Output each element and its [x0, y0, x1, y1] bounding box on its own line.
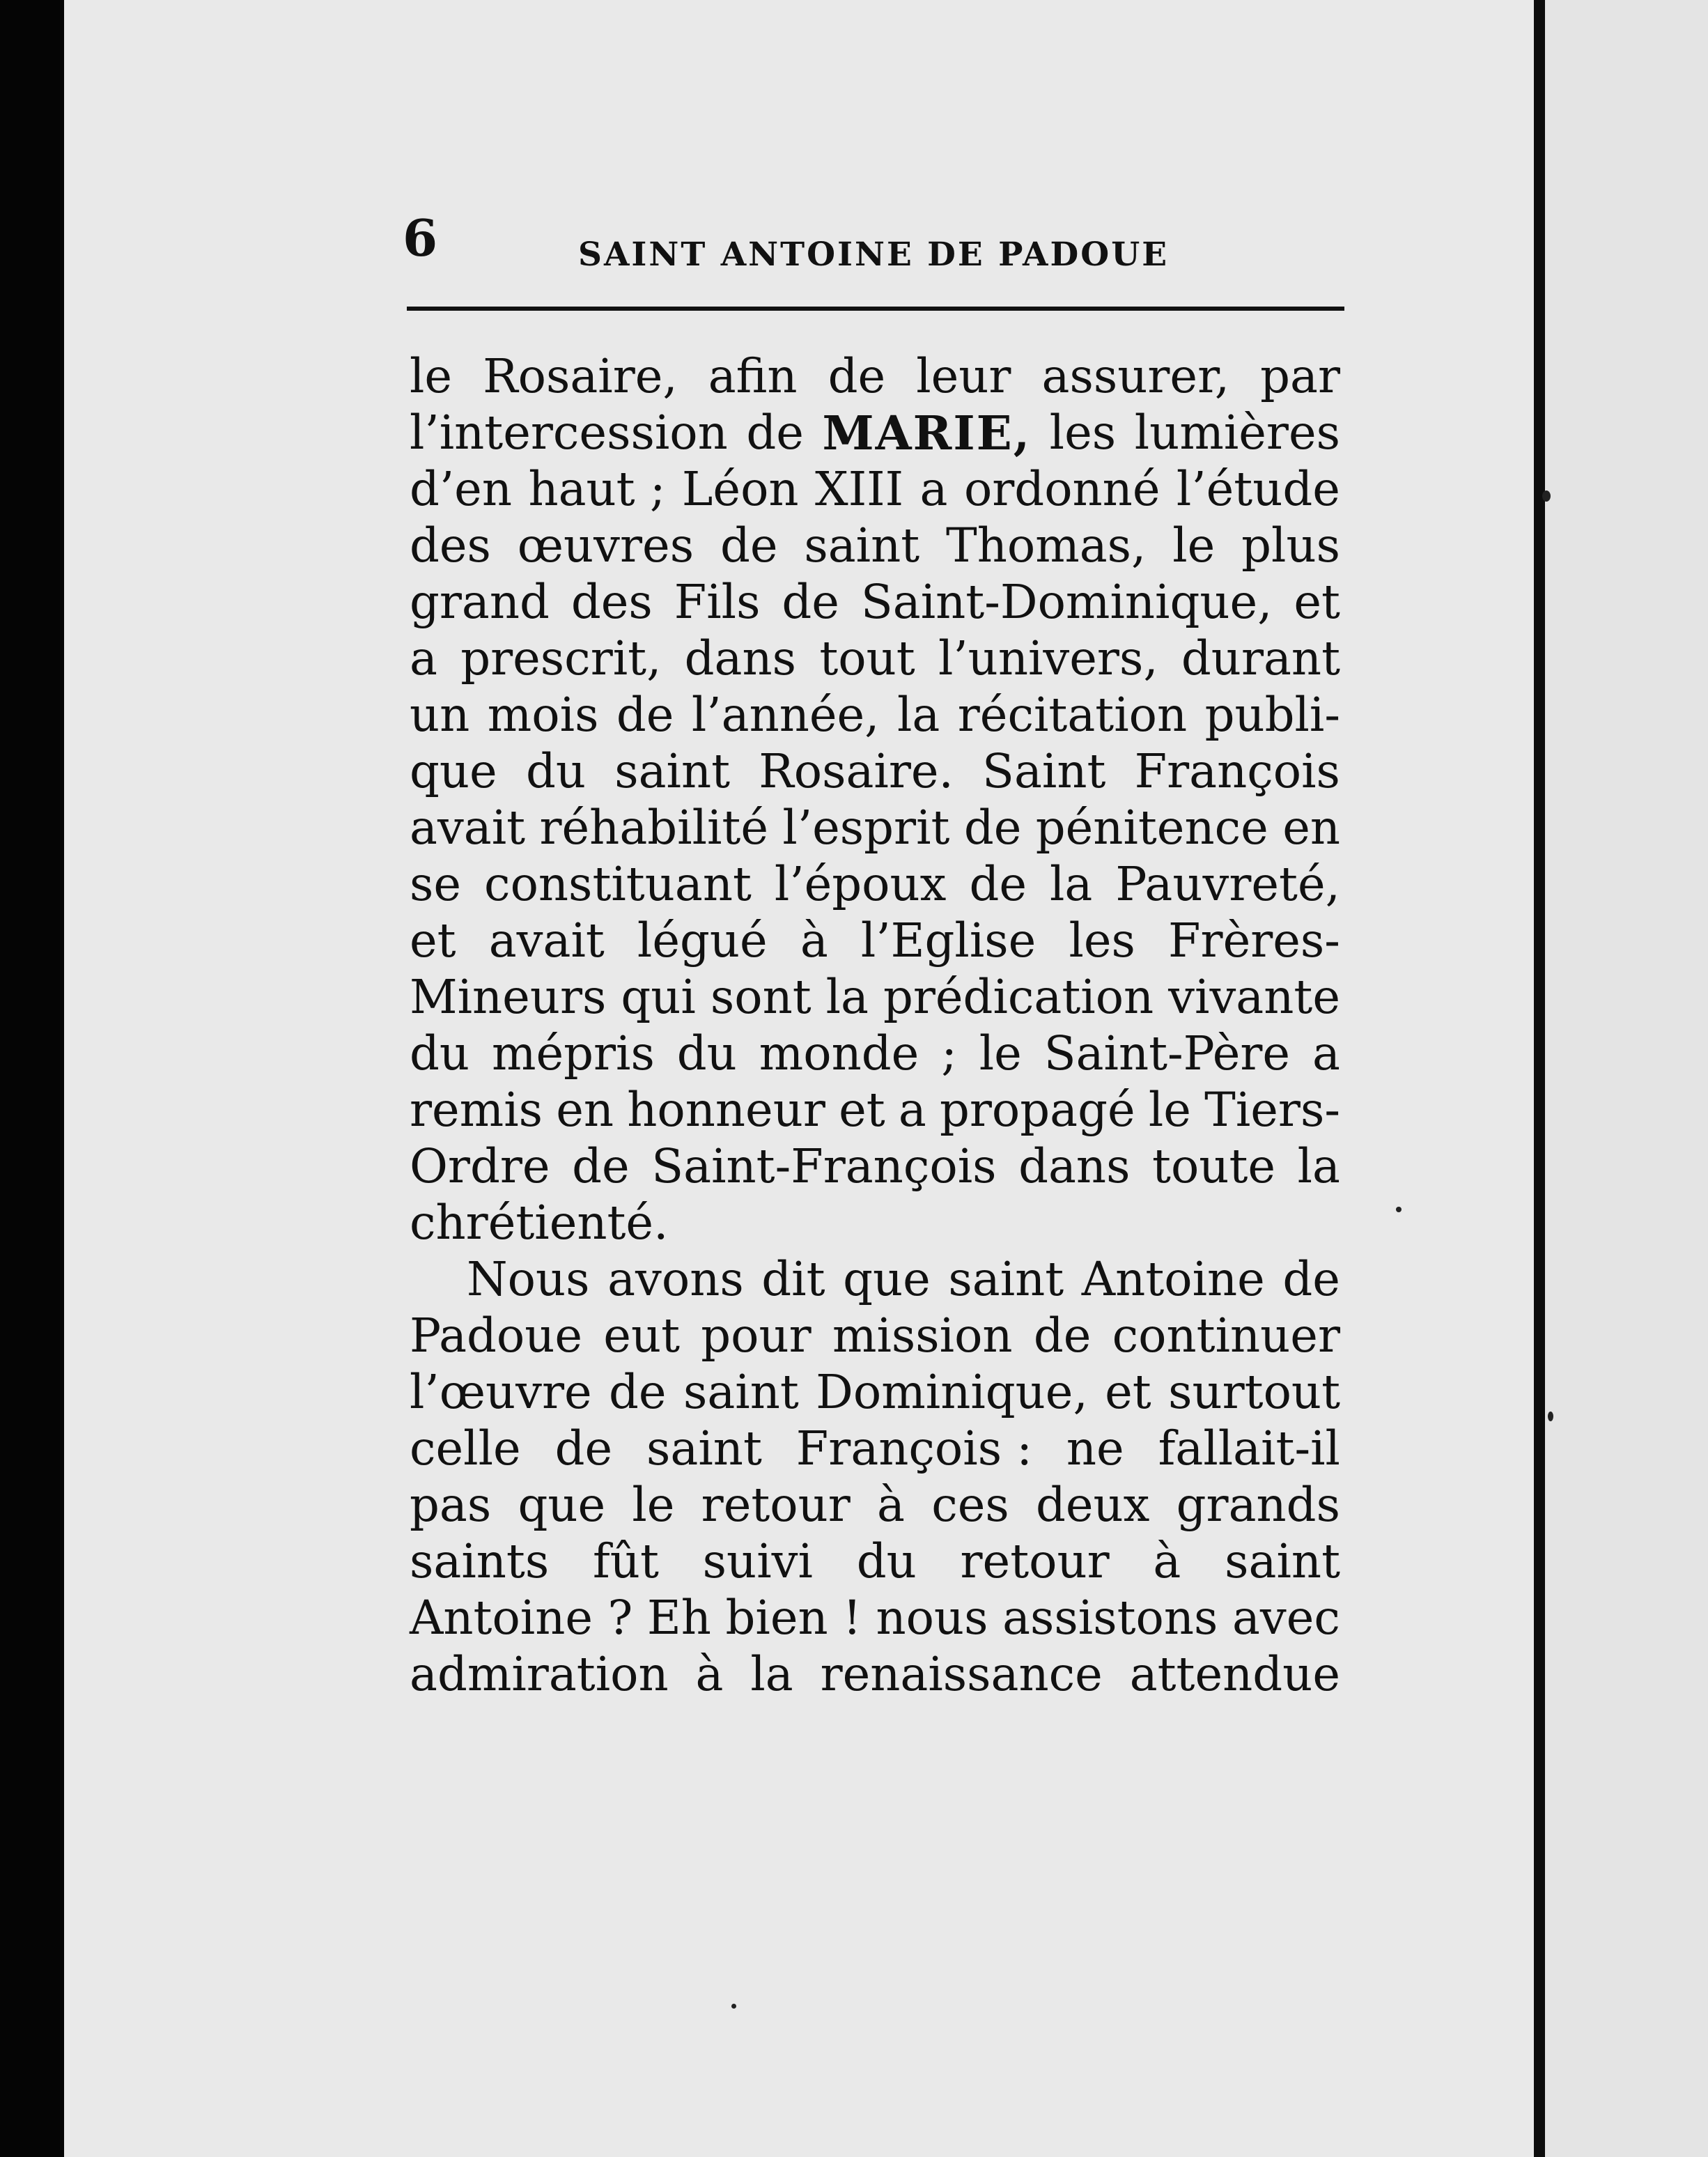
word: MARIE, [822, 405, 1032, 461]
word: la [1297, 1139, 1340, 1193]
word: ne [1066, 1421, 1124, 1476]
word: celle [410, 1421, 521, 1476]
word: Saint [982, 744, 1106, 798]
word: retour [960, 1534, 1110, 1588]
word: vivante [1168, 970, 1340, 1024]
word: de [963, 801, 1022, 855]
word: le [410, 349, 453, 403]
word: la [896, 688, 940, 742]
word: eut [603, 1308, 681, 1363]
text-line [410, 574, 1340, 631]
word: Dominique, [816, 1365, 1088, 1419]
word: œuvres [517, 518, 694, 573]
text-line [410, 1533, 1340, 1590]
word: Nous [467, 1252, 590, 1306]
word: assurer, [1041, 349, 1230, 403]
text-line [410, 631, 1340, 687]
word: à [800, 913, 828, 968]
word: surtout [1168, 1365, 1340, 1419]
page-number: 6 [403, 208, 438, 268]
word: et [839, 1083, 885, 1137]
body-text [410, 348, 1340, 1703]
word: pénitence [1035, 801, 1268, 855]
word: de [746, 405, 804, 460]
word: en [556, 1083, 614, 1137]
word: Ordre [410, 1139, 550, 1193]
word: à [1153, 1534, 1181, 1588]
word: de [572, 1139, 630, 1193]
word: ordonné [963, 462, 1160, 516]
word: de [616, 688, 674, 742]
word: l’étude [1176, 462, 1340, 516]
word: la [750, 1647, 793, 1701]
word: en [1282, 801, 1340, 855]
word: qui [621, 970, 696, 1024]
word: suivi [702, 1534, 813, 1588]
word: les [1049, 405, 1117, 460]
word: le [1172, 518, 1216, 573]
scan-speck [731, 2004, 736, 2009]
word: mépris [491, 1026, 655, 1081]
text-line [410, 405, 1340, 461]
word: durant [1181, 631, 1340, 686]
word: l’univers, [938, 631, 1158, 686]
word: dit [761, 1252, 825, 1306]
word: deux [1035, 1478, 1150, 1532]
word: d’en [410, 462, 512, 516]
word: un [410, 688, 470, 742]
text-line [410, 913, 1340, 969]
word: prescrit, [460, 631, 662, 686]
word: ces [931, 1478, 1009, 1532]
word: de [1033, 1308, 1092, 1363]
word: de [782, 575, 839, 629]
word: l’esprit [782, 801, 950, 855]
word: saints [410, 1534, 550, 1588]
word: du [525, 744, 586, 798]
word: et [1105, 1365, 1151, 1419]
word: pour [701, 1308, 812, 1363]
text-line [410, 1646, 1340, 1703]
word: et [410, 913, 456, 968]
header-rule [407, 307, 1344, 311]
running-title: SAINT ANTOINE DE PADOUE [578, 235, 1170, 274]
text-line [410, 1026, 1340, 1082]
word: l’intercession [410, 405, 728, 460]
word: saint [804, 518, 920, 573]
word: a [898, 1083, 926, 1137]
word: a [919, 462, 948, 516]
word: grands [1176, 1478, 1340, 1532]
word: François [1134, 744, 1340, 798]
scan-speck [1548, 1412, 1553, 1421]
scan-left-border [0, 0, 64, 2157]
scan-speck [1542, 490, 1551, 502]
word: saint [1225, 1534, 1340, 1588]
word: Antoine ? [410, 1591, 633, 1645]
text-line [410, 1082, 1340, 1138]
word: dans [1018, 1139, 1131, 1193]
scan-speck [1396, 1207, 1402, 1212]
word: avec [1232, 1591, 1340, 1645]
word: plus [1241, 518, 1340, 573]
word: saint [614, 744, 731, 798]
text-line [410, 518, 1340, 574]
word: François : [795, 1421, 1032, 1476]
word: que [843, 1252, 931, 1306]
word: pas [410, 1478, 492, 1532]
word: monde [759, 1026, 919, 1081]
word: par [1260, 349, 1340, 403]
word: mission [832, 1308, 1013, 1363]
text-line [410, 1421, 1340, 1477]
word: assistons [1002, 1591, 1218, 1645]
word: l’année, [691, 688, 880, 742]
word: bien ! [725, 1591, 862, 1645]
text-line [410, 687, 1340, 743]
word: avait [488, 913, 605, 968]
text-line [410, 969, 1340, 1026]
word: de [828, 349, 886, 403]
word: la [825, 970, 869, 1024]
word: de [609, 1365, 667, 1419]
word: du [410, 1026, 470, 1081]
text-line [410, 1251, 1340, 1308]
word: sont [710, 970, 812, 1024]
word: les [1069, 913, 1135, 968]
word: l’époux [774, 857, 947, 911]
word: Thomas, [946, 518, 1147, 573]
word: des [570, 575, 653, 629]
text-line [410, 800, 1340, 856]
word: propagé [940, 1083, 1135, 1137]
word: constituant [484, 857, 752, 911]
word: de [554, 1421, 613, 1476]
word: tout [819, 631, 915, 686]
text-line [410, 461, 1340, 518]
word: Eh [646, 1591, 711, 1645]
word: lumières [1134, 405, 1340, 460]
word: se [410, 857, 462, 911]
word: grand [410, 575, 550, 629]
word: admiration [410, 1647, 669, 1701]
text-line [410, 1364, 1340, 1421]
word: réhabilité [539, 801, 769, 855]
word: à [877, 1478, 905, 1532]
page-spine-edge [1534, 0, 1545, 2157]
text-line [410, 348, 1340, 405]
facing-page-edge [1545, 0, 1708, 2157]
text-line [410, 1195, 1340, 1251]
word: Léon [681, 462, 799, 516]
word: nous [876, 1591, 988, 1645]
word: de [969, 857, 1027, 911]
word: avait [410, 801, 526, 855]
word: à [695, 1647, 724, 1701]
word: saint [948, 1252, 1064, 1306]
word: fût [593, 1534, 659, 1588]
word: saint [683, 1365, 799, 1419]
word: Mineurs [410, 970, 607, 1024]
word: Frères- [1168, 913, 1340, 968]
word: saint [646, 1421, 762, 1476]
word: avons [607, 1252, 744, 1306]
word: continuer [1112, 1308, 1340, 1363]
word: leur [916, 349, 1011, 403]
word: du [856, 1534, 917, 1588]
word: Saint-Père [1043, 1026, 1291, 1081]
word: attendue [1129, 1647, 1340, 1701]
word: légué [637, 913, 768, 968]
word: Tiers- [1204, 1083, 1340, 1137]
word: Padoue [410, 1308, 583, 1363]
word: prédication [883, 970, 1154, 1024]
word: chrétienté. [410, 1196, 669, 1250]
word: Saint-Dominique, [860, 575, 1273, 629]
word: que [410, 744, 497, 798]
text-line [410, 1138, 1340, 1195]
word: remis [410, 1083, 543, 1137]
word: ; [941, 1026, 957, 1081]
word: Fils [674, 575, 761, 629]
word: publi- [1204, 688, 1340, 742]
text-line [410, 743, 1340, 800]
text-line [410, 1308, 1340, 1364]
word: honneur [627, 1083, 825, 1137]
word: la [1049, 857, 1093, 911]
word: des [410, 518, 491, 573]
text-line [410, 856, 1340, 913]
word: a [1312, 1026, 1340, 1081]
word: fallait-il [1158, 1421, 1340, 1476]
word: l’œuvre [410, 1365, 592, 1419]
word: Antoine [1081, 1252, 1265, 1306]
word: de [1282, 1252, 1340, 1306]
word: du [676, 1026, 737, 1081]
word: renaissance [820, 1647, 1103, 1701]
word: haut ; [528, 462, 666, 516]
word: Saint-François [651, 1139, 997, 1193]
word: et [1294, 575, 1340, 629]
text-line [410, 1477, 1340, 1533]
word: que [518, 1478, 606, 1532]
word: le [979, 1026, 1022, 1081]
word: a [410, 631, 437, 686]
word: de [720, 518, 778, 573]
word: afin [708, 349, 798, 403]
word: l’Eglise [860, 913, 1037, 968]
word: Rosaire. [759, 744, 954, 798]
text-line [410, 1590, 1340, 1646]
word: récitation [957, 688, 1188, 742]
word: le [632, 1478, 675, 1532]
word: mois [487, 688, 599, 742]
word: Pauvreté, [1115, 857, 1340, 911]
word: XIII [815, 462, 904, 516]
word: retour [701, 1478, 851, 1532]
word: dans [684, 631, 797, 686]
word: Rosaire, [483, 349, 678, 403]
word: toute [1152, 1139, 1276, 1193]
word: le [1148, 1083, 1191, 1137]
